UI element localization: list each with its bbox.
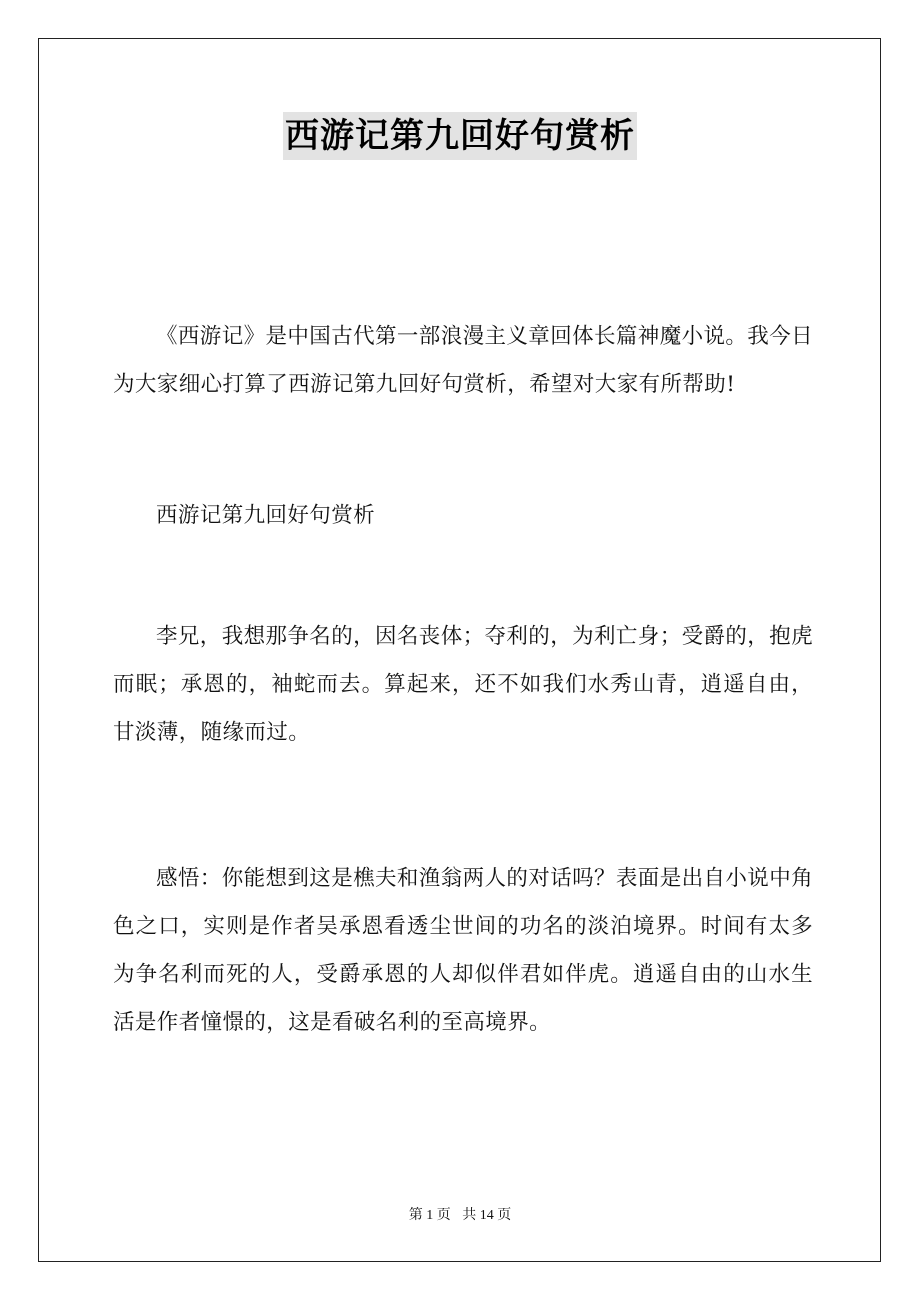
document-title: 西游记第九回好句赏析	[283, 112, 637, 160]
page-number: 第 1 页	[408, 1208, 451, 1223]
intro-paragraph: 《西游记》是中国古代第一部浪漫主义章回体长篇神魔小说。我今日为大家细心打算了西游记第九回好句赏析，希望对大家有所帮助!	[113, 324, 814, 397]
section-heading: 西游记第九回好句赏析	[156, 503, 376, 528]
reflection-paragraph: 感悟：你能想到这是樵夫和渔翁两人的对话吗？表面是出自小说中角色之口，实则是作者吴承恩看透尘世间的功名的淡泊境界。时间有太多为争名利而死的人，受爵承恩的人却似伴君如伴虎。逍遥自由的山水生活是作者憧憬的，这是看破名利的至高境界。	[113, 866, 814, 1035]
document-title-wrapper	[0, 112, 920, 160]
page-total: 共 14 页	[462, 1208, 512, 1223]
page-footer	[0, 1206, 920, 1226]
quote-paragraph: 李兄，我想那争名的，因名丧体；夺利的，为利亡身；受爵的，抱虎而眠；承恩的，袖蛇而去。算起来，还不如我们水秀山青，逍遥自由，甘淡薄，随缘而过。	[113, 624, 814, 745]
